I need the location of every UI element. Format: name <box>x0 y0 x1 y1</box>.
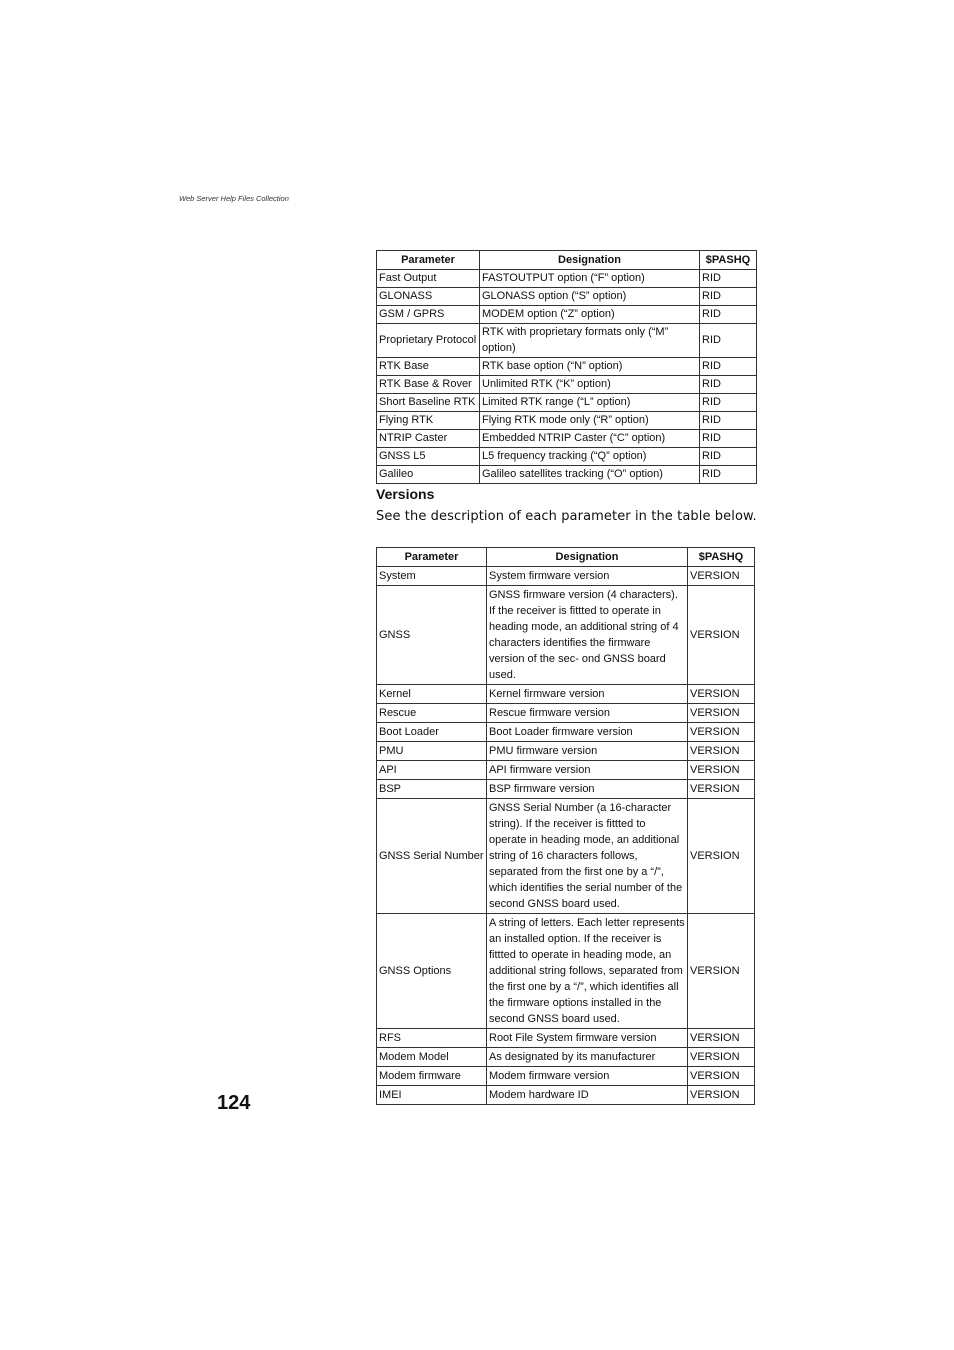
designation-cell: RTK with proprietary formats only (“M” option) <box>480 324 700 358</box>
command-cell: RID <box>700 288 757 306</box>
parameter-cell: GNSS Options <box>377 914 487 1029</box>
designation-cell: PMU firmware version <box>487 742 688 761</box>
designation-cell: L5 frequency tracking (“Q” option) <box>480 448 700 466</box>
designation-cell: GNSS firmware version (4 characters). If the receiver is fittted to operate in heading mode, an additional string of 4 characters identifies the firmware version of the sec- ond GNSS board used. <box>487 586 688 685</box>
command-cell: RID <box>700 376 757 394</box>
options-table <box>376 250 757 484</box>
designation-cell: Galileo satellites tracking (“O” option) <box>480 466 700 484</box>
command-cell: VERSION <box>688 586 755 685</box>
designation-cell: API firmware version <box>487 761 688 780</box>
parameter-cell: IMEI <box>377 1086 487 1105</box>
column-header: $PASHQ <box>700 251 757 270</box>
table-row <box>377 394 757 412</box>
parameter-cell: Rescue <box>377 704 487 723</box>
table-row <box>377 448 757 466</box>
section-description: See the description of each parameter in the table below. <box>376 509 757 524</box>
table-row <box>377 567 755 586</box>
command-cell: VERSION <box>688 914 755 1029</box>
designation-cell: Modem firmware version <box>487 1067 688 1086</box>
table-row <box>377 586 755 685</box>
command-cell: VERSION <box>688 742 755 761</box>
column-header: Parameter <box>377 251 480 270</box>
command-cell: VERSION <box>688 723 755 742</box>
table-row <box>377 288 757 306</box>
command-cell: RID <box>700 306 757 324</box>
parameter-cell: Kernel <box>377 685 487 704</box>
parameter-cell: GNSS L5 <box>377 448 480 466</box>
designation-cell: BSP firmware version <box>487 780 688 799</box>
table-row <box>377 1067 755 1086</box>
command-cell: RID <box>700 448 757 466</box>
parameter-cell: RFS <box>377 1029 487 1048</box>
column-header: $PASHQ <box>688 548 755 567</box>
parameter-cell: RTK Base <box>377 358 480 376</box>
designation-cell: Kernel firmware version <box>487 685 688 704</box>
parameter-cell: API <box>377 761 487 780</box>
designation-cell: Embedded NTRIP Caster (“C” option) <box>480 430 700 448</box>
command-cell: RID <box>700 324 757 358</box>
table-row <box>377 270 757 288</box>
parameter-cell: Galileo <box>377 466 480 484</box>
parameter-cell: GNSS <box>377 586 487 685</box>
parameter-cell: GNSS Serial Number <box>377 799 487 914</box>
table-row <box>377 324 757 358</box>
command-cell: VERSION <box>688 761 755 780</box>
table-header-row <box>377 251 757 270</box>
table-row <box>377 780 755 799</box>
table-row <box>377 412 757 430</box>
parameter-cell: Proprietary Protocol <box>377 324 480 358</box>
command-cell: VERSION <box>688 1086 755 1105</box>
designation-cell: As designated by its manufacturer <box>487 1048 688 1067</box>
table-row <box>377 466 757 484</box>
command-cell: VERSION <box>688 799 755 914</box>
parameter-cell: Boot Loader <box>377 723 487 742</box>
designation-cell: Modem hardware ID <box>487 1086 688 1105</box>
designation-cell: MODEM option (“Z” option) <box>480 306 700 324</box>
column-header: Parameter <box>377 548 487 567</box>
parameter-cell: Short Baseline RTK <box>377 394 480 412</box>
designation-cell: Flying RTK mode only (“R” option) <box>480 412 700 430</box>
table-row <box>377 799 755 914</box>
designation-cell: GNSS Serial Number (a 16-character string). If the receiver is fittted to operate in heading mode, an additional string of 16 characters follows, separated from the first one by a “/”, which identifies the serial number of the second GNSS board used. <box>487 799 688 914</box>
versions-table <box>376 547 755 1105</box>
designation-cell: RTK base option (“N” option) <box>480 358 700 376</box>
column-header: Designation <box>480 251 700 270</box>
table-row <box>377 685 755 704</box>
parameter-cell: Modem firmware <box>377 1067 487 1086</box>
command-cell: RID <box>700 430 757 448</box>
command-cell: VERSION <box>688 1048 755 1067</box>
command-cell: VERSION <box>688 704 755 723</box>
command-cell: VERSION <box>688 685 755 704</box>
command-cell: RID <box>700 358 757 376</box>
table-row <box>377 1048 755 1067</box>
table-row <box>377 376 757 394</box>
parameter-cell: GLONASS <box>377 288 480 306</box>
parameter-cell: NTRIP Caster <box>377 430 480 448</box>
parameter-cell: Fast Output <box>377 270 480 288</box>
parameter-cell: RTK Base & Rover <box>377 376 480 394</box>
designation-cell: System firmware version <box>487 567 688 586</box>
table-row <box>377 430 757 448</box>
designation-cell: A string of letters. Each letter represents an installed option. If the receiver is fittted to operate in heading mode, an additional string follows, separated from the first one by a “/”, which identifies all the firmware options installed in the second GNSS board used. <box>487 914 688 1029</box>
designation-cell: FASTOUTPUT option (“F” option) <box>480 270 700 288</box>
parameter-cell: BSP <box>377 780 487 799</box>
command-cell: RID <box>700 466 757 484</box>
section-title: Versions <box>376 486 435 502</box>
command-cell: RID <box>700 394 757 412</box>
parameter-cell: System <box>377 567 487 586</box>
parameter-cell: Modem Model <box>377 1048 487 1067</box>
parameter-cell: PMU <box>377 742 487 761</box>
designation-cell: GLONASS option (“S” option) <box>480 288 700 306</box>
page-number: 124 <box>217 1092 251 1114</box>
parameter-cell: GSM / GPRS <box>377 306 480 324</box>
designation-cell: Unlimited RTK (“K” option) <box>480 376 700 394</box>
table-header-row <box>377 548 755 567</box>
table-row <box>377 914 755 1029</box>
table-row <box>377 704 755 723</box>
table-row <box>377 761 755 780</box>
command-cell: VERSION <box>688 780 755 799</box>
column-header: Designation <box>487 548 688 567</box>
table-row <box>377 742 755 761</box>
command-cell: VERSION <box>688 1029 755 1048</box>
designation-cell: Boot Loader firmware version <box>487 723 688 742</box>
running-header: Web Server Help Files Collection <box>179 194 289 203</box>
command-cell: VERSION <box>688 567 755 586</box>
table-row <box>377 306 757 324</box>
command-cell: RID <box>700 270 757 288</box>
command-cell: RID <box>700 412 757 430</box>
table-row <box>377 1086 755 1105</box>
table-row <box>377 358 757 376</box>
designation-cell: Limited RTK range (“L” option) <box>480 394 700 412</box>
table-row <box>377 723 755 742</box>
parameter-cell: Flying RTK <box>377 412 480 430</box>
command-cell: VERSION <box>688 1067 755 1086</box>
designation-cell: Rescue firmware version <box>487 704 688 723</box>
table-row <box>377 1029 755 1048</box>
designation-cell: Root File System firmware version <box>487 1029 688 1048</box>
